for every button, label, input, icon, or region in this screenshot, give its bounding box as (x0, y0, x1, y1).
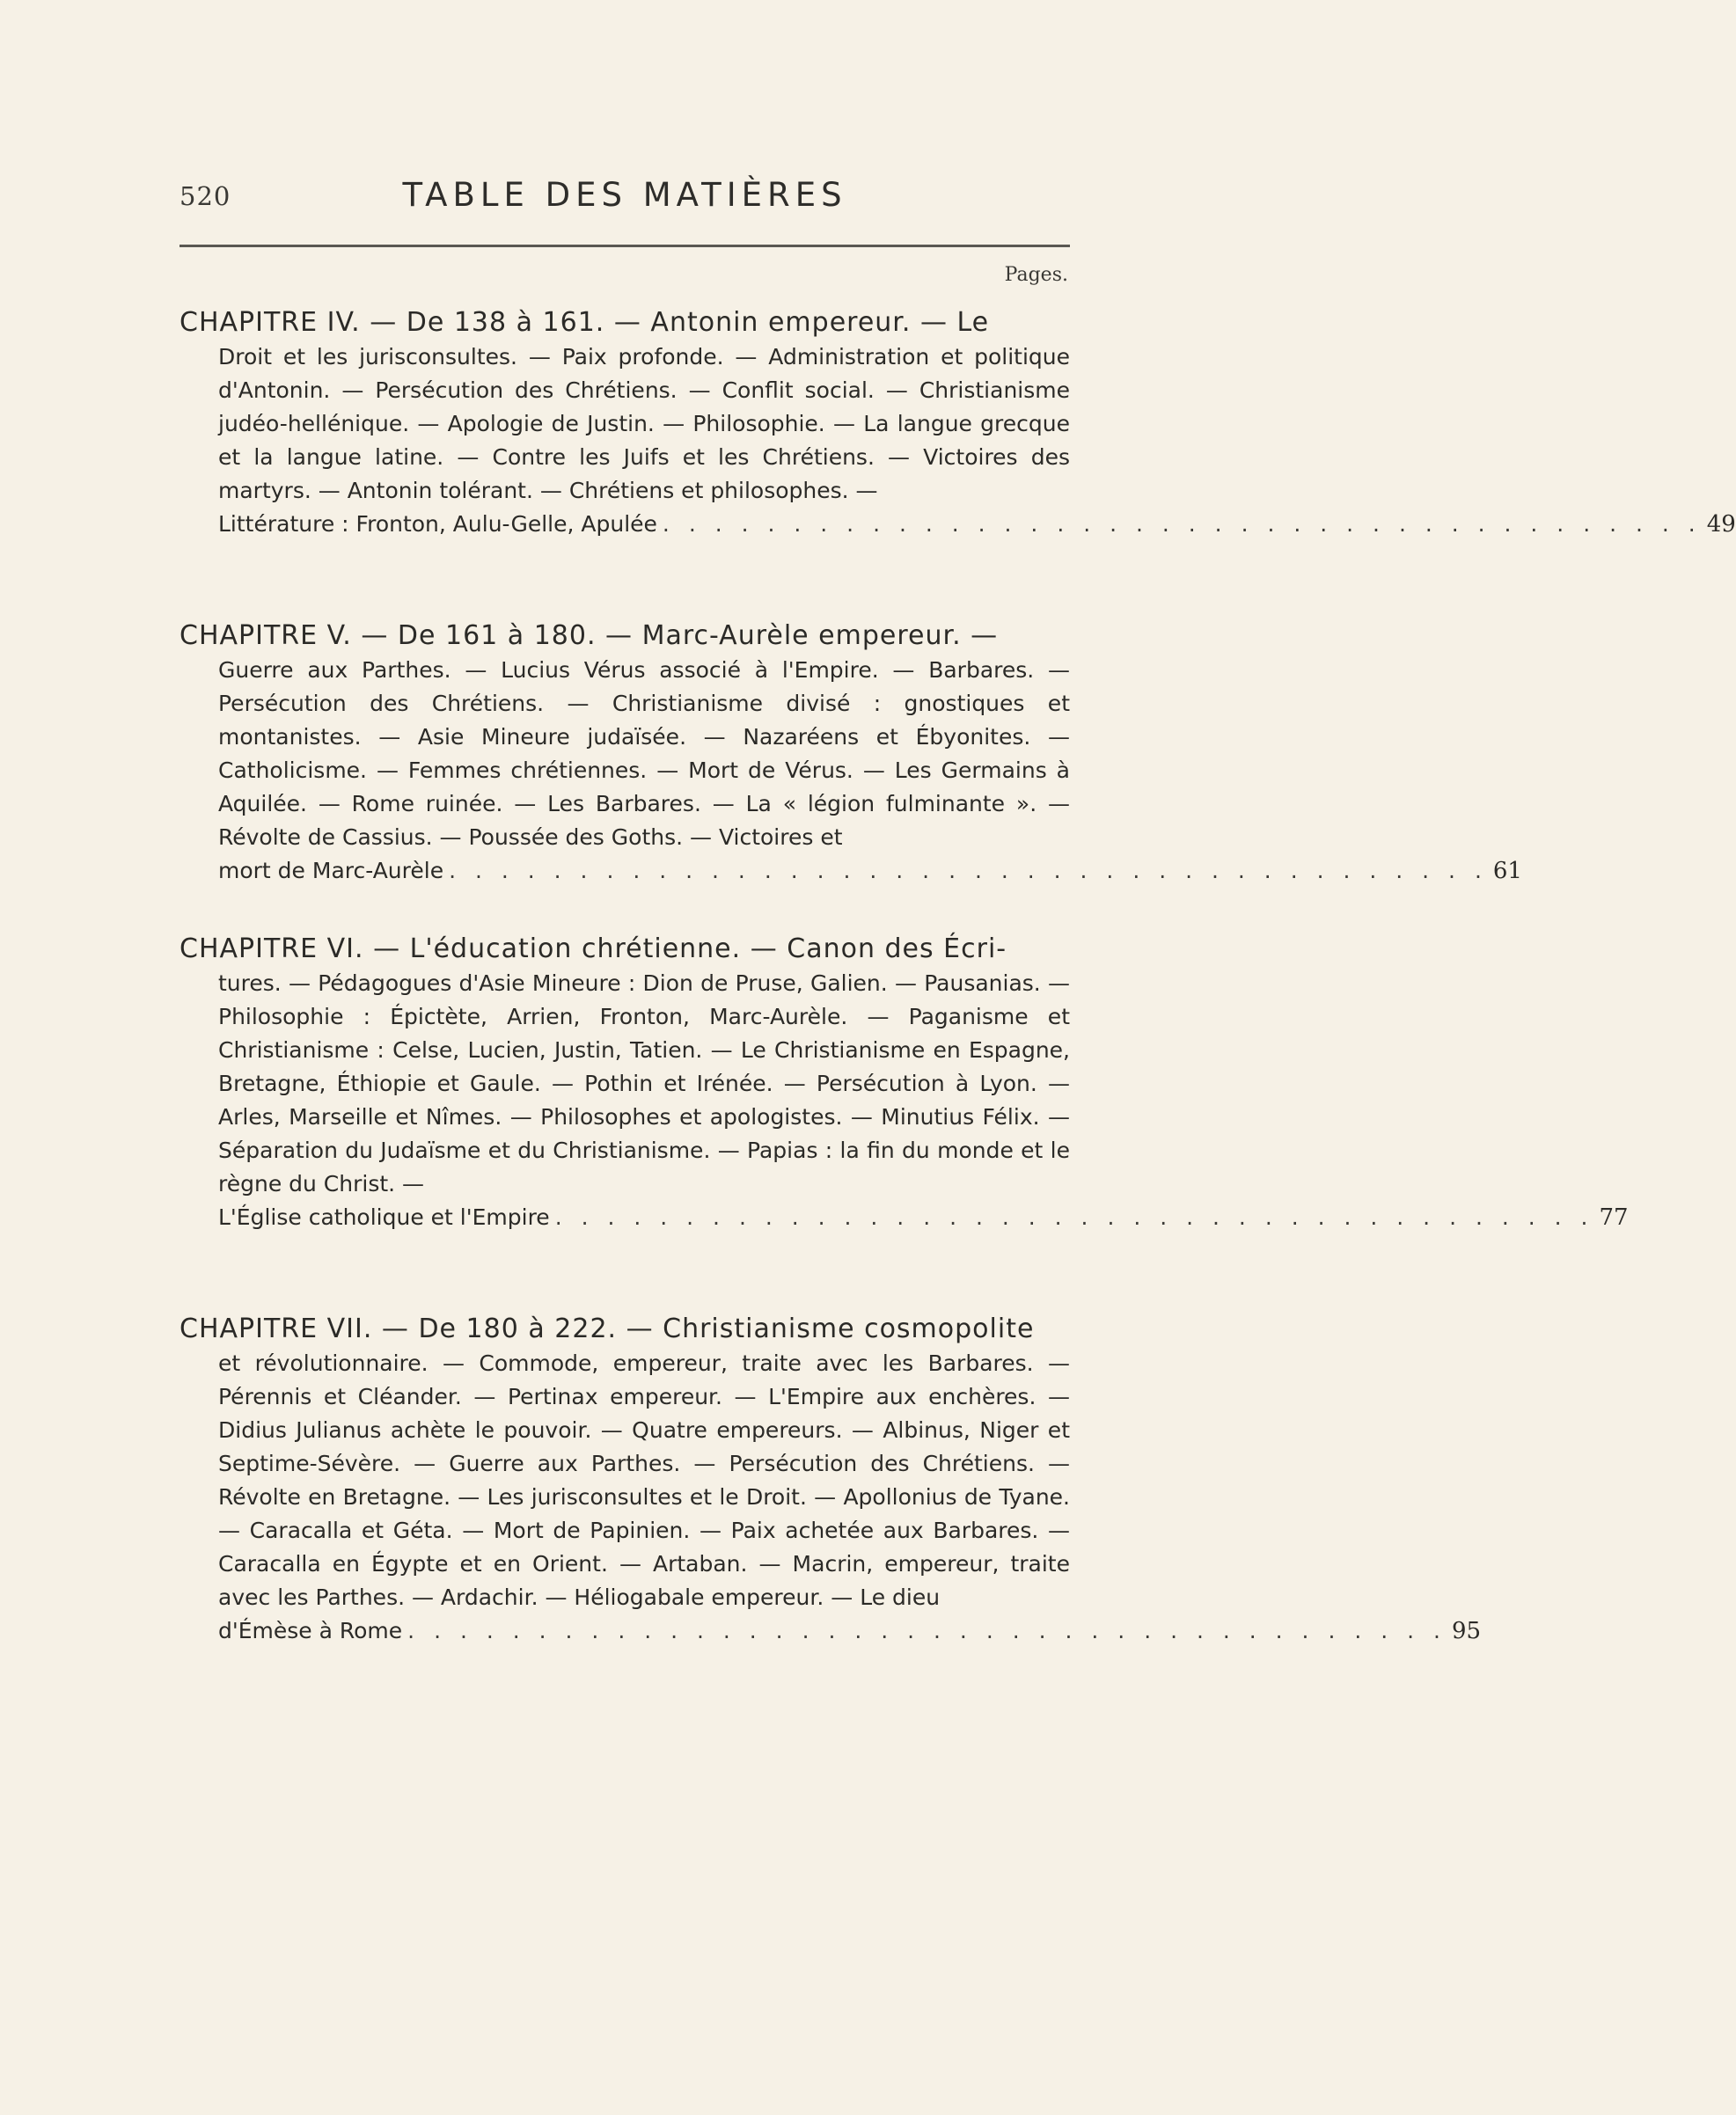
chapter-heading-text: CHAPITRE VII. — De 180 à 222. — Christianisme cosmopolite (179, 1314, 1035, 1344)
toc-entry[interactable] (179, 1313, 1482, 1648)
chapter-heading-text: CHAPITRE VI. — L'éducation chrétienne. — Canon des Écri- (179, 933, 1007, 964)
chapter-summary: tures. — Pédagogues d'Asie Mineure : Dion de Pruse, Galien. — Pausanias. — Philosophie : Épictète, Arrien, Fronton, Marc-Aurèle. — Paganisme et Christianisme : Celse, Lucien, Justin, Tatien. — Le Christianisme en Espagne, Bretagne, Éthiopie et Gaule. — Pothin et Irénée. — Persécution à Lyon. — Arles, Marseille et Nîmes. — Philosophes et apologistes. — Minutius Félix. — Séparation du Judaïsme et du Christianisme. — Papias : la fin du monde et le règne du Christ. — (218, 970, 1070, 1197)
chapter-page-number[interactable]: 61 (1492, 858, 1522, 884)
chapter-heading (179, 1313, 1070, 1347)
toc-entry[interactable] (179, 619, 1522, 888)
toc-entry[interactable] (179, 933, 1629, 1234)
chapter-heading-text: CHAPITRE V. — De 161 à 180. — Marc-Aurèle empereur. — (179, 620, 999, 651)
chapter-summary: et révolutionnaire. — Commode, empereur, traite avec les Barbares. — Pérennis et Cléander. — Pertinax empereur. — L'Empire aux enchères. — Didius Julianus achète le pouvoir. — Quatre empereurs. — Albinus, Niger et Septime-Sévère. — Guerre aux Parthes. — Persécution des Chrétiens. — Révolte en Bretagne. — Les jurisconsultes et le Droit. — Apollonius de Tyane. — Caracalla et Géta. — Mort de Papinien. — Paix achetée aux Barbares. — Caracalla en Égypte et en Orient. — Artaban. — Macrin, empereur, traite avec les Parthes. — Ardachir. — Héliogabale empereur. — Le dieu (218, 1350, 1070, 1610)
chapter-heading (179, 933, 1070, 967)
chapter-heading (179, 306, 1070, 340)
dot-leader: . . . . . . . . . . . . . . . . . . . . . . . . . . . . . . . . . . . . . . . . (662, 511, 1702, 537)
header-rule (179, 245, 1070, 247)
chapter-page-number[interactable]: 77 (1599, 1204, 1629, 1231)
dot-leader: . . . . . . . . . . . . . . . . . . . . . . . . . . . . . . . . . . . . . . . . (449, 858, 1488, 883)
chapter-page-number[interactable]: 95 (1451, 1618, 1482, 1644)
chapter-last-line (179, 854, 1522, 888)
toc-entry[interactable] (179, 306, 1736, 541)
dot-leader: . . . . . . . . . . . . . . . . . . . . . . . . . . . . . . . . . . . . . . . . (407, 1618, 1447, 1643)
running-title: TABLE DES MATIÈRES (402, 176, 847, 214)
chapter-summary-end: mort de Marc-Aurèle (218, 858, 444, 883)
chapter-summary: Droit et les jurisconsultes. — Paix profonde. — Administration et politique d'Antonin. — Persécution des Chrétiens. — Conflit social. — Christianisme judéo-hellénique. — Apologie de Justin. — Philosophie. — La langue grecque et la langue latine. — Contre les Juifs et les Chrétiens. — Victoires des martyrs. — Antonin tolérant. — Chrétiens et philosophes. — (218, 344, 1070, 503)
chapter-summary-end: L'Église catholique et l'Empire (218, 1204, 550, 1230)
page-header (179, 176, 1070, 220)
chapter-heading-text: CHAPITRE IV. — De 138 à 161. — Antonin empereur. — Le (179, 307, 990, 338)
chapter-last-line (179, 1201, 1629, 1234)
chapter-heading (179, 619, 1070, 654)
chapter-last-line (179, 1614, 1482, 1648)
chapter-summary: Guerre aux Parthes. — Lucius Vérus associé à l'Empire. — Barbares. — Persécution des Chrétiens. — Christianisme divisé : gnostiques et montanistes. — Asie Mineure judaïsée. — Nazaréens et Ébyonites. — Catholicisme. — Femmes chrétiennes. — Mort de Vérus. — Les Germains à Aquilée. — Rome ruinée. — Les Barbares. — La « légion fulminante ». — Révolte de Cassius. — Poussée des Goths. — Victoires et (218, 657, 1070, 850)
chapter-summary-end: Littérature : Fronton, Aulu-Gelle, Apulée (218, 511, 657, 537)
page-number: 520 (179, 181, 231, 211)
chapter-summary-end: d'Émèse à Rome (218, 1618, 403, 1643)
chapter-page-number[interactable]: 49 (1706, 511, 1736, 538)
pages-column-label: Pages. (1004, 264, 1068, 286)
dot-leader: . . . . . . . . . . . . . . . . . . . . . . . . . . . . . . . . . . . . . . . . (554, 1204, 1594, 1230)
chapter-last-line (179, 508, 1736, 541)
